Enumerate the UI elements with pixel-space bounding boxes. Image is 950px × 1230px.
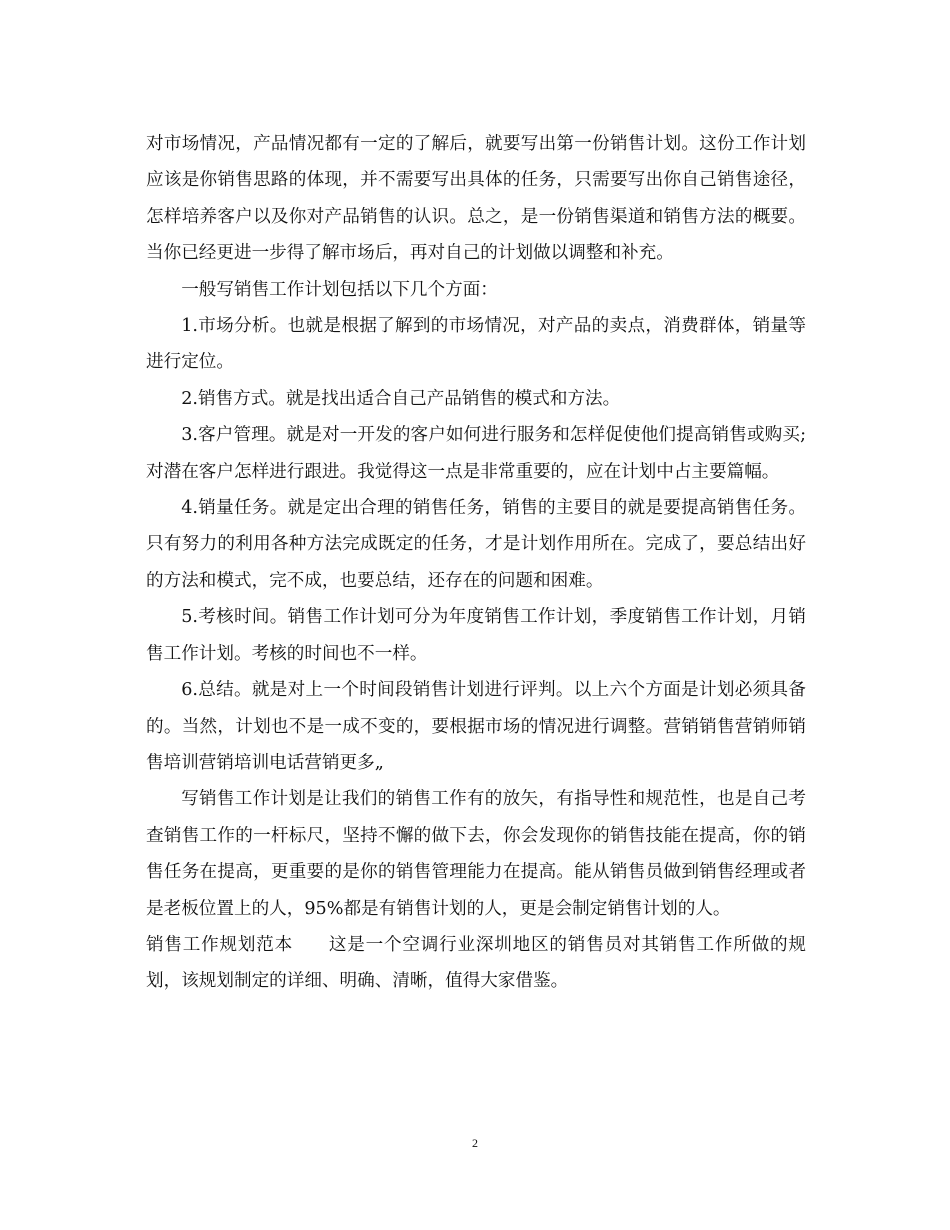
paragraph-sales-target: 4.销量任务。就是定出合理的销售任务，销售的主要目的就是要提高销售任务。只有努力的利用各种方法完成既定的任务，才是计划作用所在。完成了，要总结出好的方法和模式，完不成，也要总结，还存在的问题和困难。: [146, 498, 806, 591]
paragraph-market-analysis: 1.市场分析。也就是根据了解到的市场情况，对产品的卖点，消费群体，销量等进行定位。: [146, 316, 806, 373]
paragraph-intro: 对市场情况，产品情况都有一定的了解后，就要写出第一份销售计划。这份工作计划应该是你销售思路的体现，并不需要写出具体的任务，只需要写出你自己销售途径，怎样培养客户以及你对产品销售的认识。总之，是一份销售渠道和销售方法的概要。当你已经更进一步得了解市场后，再对自己的计划做以调整和补充。: [146, 134, 806, 264]
paragraph-review-time: 5.考核时间。销售工作计划可分为年度销售工作计划，季度销售工作计划，月销售工作计划。考核的时间也不一样。: [146, 607, 806, 664]
paragraph-customer-management: 3.客户管理。就是对一开发的客户如何进行服务和怎样促使他们提高销售或购买;对潜在客户怎样进行跟进。我觉得这一点是非常重要的，应在计划中占主要篇幅。: [146, 425, 806, 482]
page-number: 2: [472, 1136, 478, 1150]
template-description: 这是一个空调行业深圳地区的销售员对其销售工作所做的规划，该规划制定的详细、明确、清晰，值得大家借鉴。: [146, 934, 806, 992]
paragraph-template-intro: [146, 927, 806, 1000]
paragraph-importance: 写销售工作计划是让我们的销售工作有的放矢，有指导性和规范性，也是自己考查销售工作的一杆标尺，坚持不懈的做下去，你会发现你的销售技能在提高，你的销售任务在提高，更重要的是你的销售管理能力在提高。能从销售员做到销售经理或者是老板位置上的人，95%都是有销售计划的人，更是会制定销售计划的人。: [146, 789, 806, 919]
template-heading: 销售工作规划范本: [146, 934, 294, 955]
paragraph-overview: 一般写销售工作计划包括以下几个方面：: [181, 279, 498, 300]
paragraph-summary: 6.总结。就是对上一个时间段销售计划进行评判。以上六个方面是计划必须具备的。当然，计划也不是一成不变的，要根据市场的情况进行调整。营销销售营销师销售培训营销培训电话营销更多„: [146, 680, 806, 773]
paragraph-sales-method: 2.销售方式。就是找出适合自己产品销售的模式和方法。: [181, 388, 621, 409]
document-body: [146, 126, 806, 1000]
